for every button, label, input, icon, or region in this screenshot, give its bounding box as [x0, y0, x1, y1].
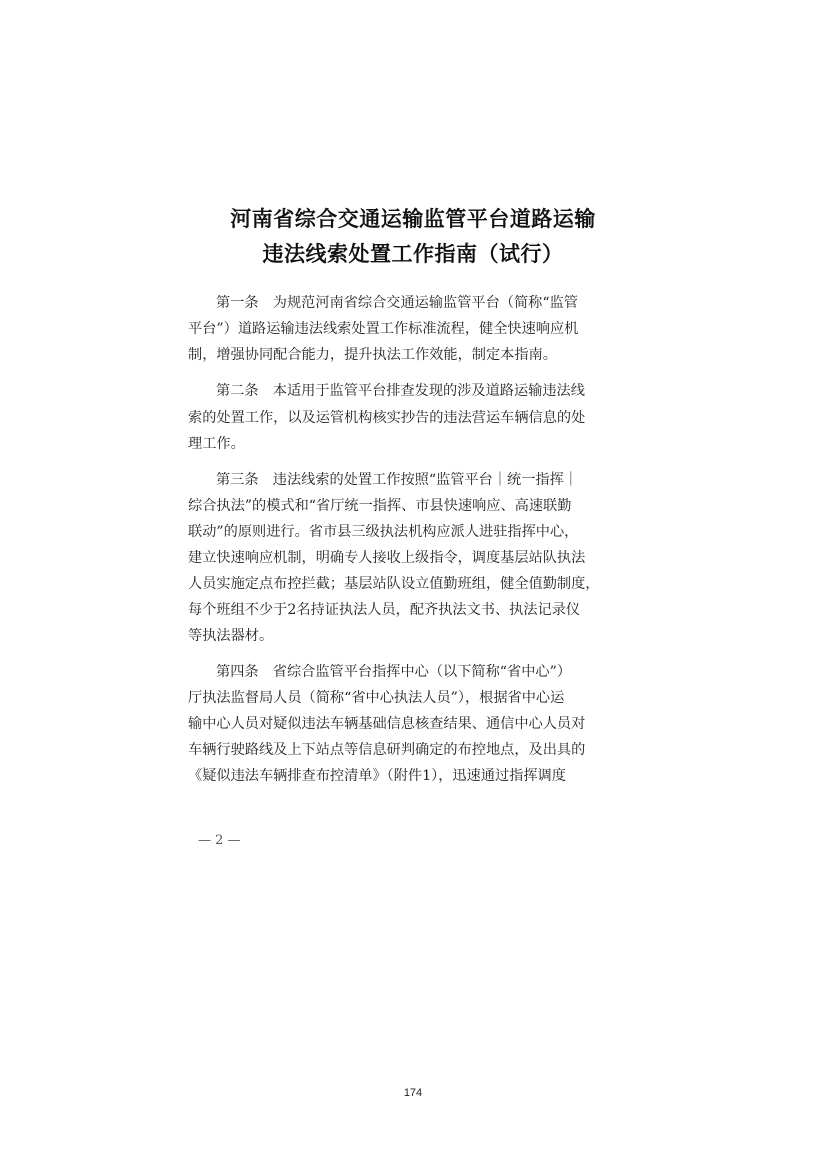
article-3-line-7: 等执法器材。: [188, 628, 274, 644]
article-2-line-1: 第二条 本适用于监管平台排查发现的涉及道路运输违法线: [216, 383, 585, 399]
article-1-line-1: 第一条 为规范河南省综合交通运输监管平台（简称“监管: [216, 295, 578, 311]
article-3-line-3: 联动”的原则进行。省市县三级执法机构应派人进驻指挥中心，: [188, 524, 579, 540]
article-4-line-4: 车辆行驶路线及上下站点等信息研判确定的布控地点，及出具的: [188, 742, 586, 758]
article-4-line-1: 第四条 省综合监管平台指挥中心（以下简称“省中心”）: [216, 664, 572, 680]
article-1-line-2: 平台”）道路运输违法线索处置工作标准流程，健全快速响应机: [188, 321, 579, 337]
article-2-line-2: 索的处置工作，以及运管机构核实抄告的违法营运车辆信息的处: [188, 410, 586, 426]
article-4-line-2: 厅执法监督局人员（简称“省中心执法人员”），根据省中心运: [188, 690, 565, 706]
article-3-line-4: 建立快速响应机制，明确专人接收上级指令，调度基层站队执法: [188, 550, 586, 566]
article-3-line-1: 第三条 违法线索的处置工作按照“监管平台｜统一指挥｜: [216, 472, 578, 488]
article-4-line-3: 输中心人员对疑似违法车辆基础信息核查结果、通信中心人员对: [188, 716, 586, 732]
article-1-line-3: 制，增强协同配合能力，提升执法工作效能，制定本指南。: [188, 347, 557, 363]
article-4-line-5: 《疑似违法车辆排查布控清单》（附件1），迅速通过指挥调度: [188, 768, 566, 784]
article-3-line-2: 综合执法”的模式和“省厅统一指挥、市县快速响应、高速联勤: [188, 498, 572, 514]
outer-page-number: 174: [403, 1087, 423, 1099]
article-3-line-6: 每个班组不少于2名持证执法人员，配齐执法文书、执法记录仪: [188, 602, 581, 618]
inner-page-number: — 2 —: [198, 833, 241, 848]
document-title-line-1: 河南省综合交通运输监管平台道路运输: [230, 207, 596, 231]
article-2-line-3: 理工作。: [188, 436, 245, 452]
document-title-line-2: 违法线索处置工作指南（试行）: [262, 242, 564, 266]
article-3-line-5: 人员实施定点布控拦截；基层站队设立值勤班组，健全值勤制度，: [188, 576, 600, 592]
